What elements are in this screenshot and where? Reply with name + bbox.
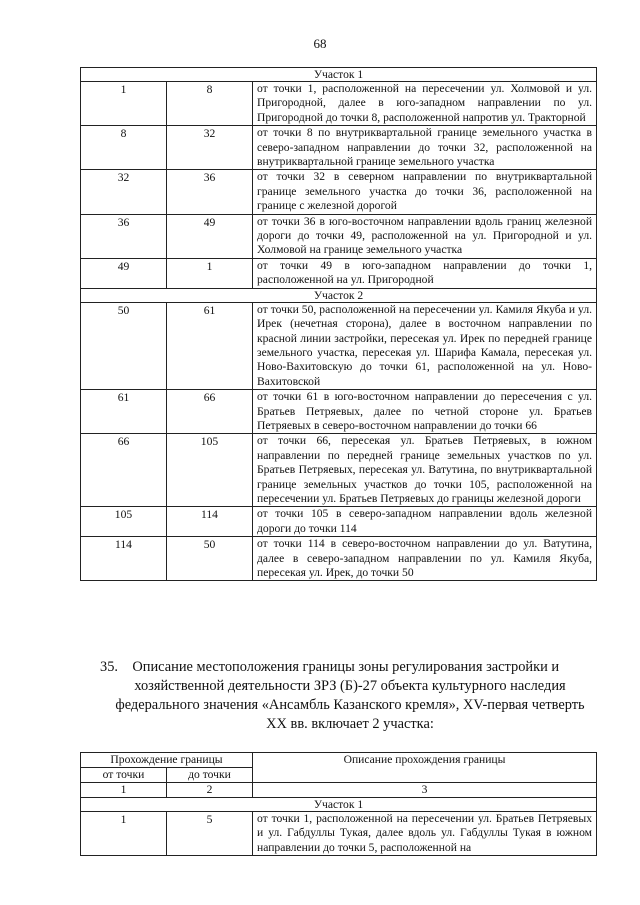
column-number-1: 1	[81, 783, 167, 798]
to-point: 8	[167, 82, 253, 126]
heading-line-1: Описание местоположения границы зоны регулирования застройки и	[132, 659, 560, 675]
heading-line-2: хозяйственной деятельности ЗРЗ (Б)-27 объекта культурного наследия	[134, 678, 566, 694]
page-number: 68	[313, 36, 327, 51]
from-point: 50	[81, 302, 167, 389]
table-row	[81, 434, 597, 507]
to-point: 105	[167, 434, 253, 507]
table-row	[81, 390, 597, 434]
from-point: 1	[81, 82, 167, 126]
section-heading	[100, 658, 600, 734]
heading-line-4: XX вв. включает 2 участка:	[266, 716, 434, 732]
header-to: до точки	[167, 768, 253, 783]
from-point: 36	[81, 214, 167, 258]
section-title: Участок 1	[81, 68, 597, 82]
to-point: 49	[167, 214, 253, 258]
section-row	[81, 798, 597, 812]
table-row	[81, 126, 597, 170]
table-row	[81, 258, 597, 288]
header-passage: Прохождение границы	[81, 753, 253, 768]
from-point: 49	[81, 258, 167, 288]
from-point: 1	[81, 812, 167, 856]
from-point: 32	[81, 170, 167, 214]
row-description: от точки 1, расположенной на пересечении ул. Холмовой и ул. Пригородной, далее в юго-западном направлении по ул. Пригородной до точки 8, расположенной напротив ул. Тракторной	[253, 82, 597, 126]
section-title: Участок 1	[81, 798, 597, 812]
to-point: 36	[167, 170, 253, 214]
to-point: 1	[167, 258, 253, 288]
table-row	[81, 537, 597, 581]
row-description: от точки 66, пересекая ул. Братьев Петряевых, в южном направлении по передней границе земельных участков по ул. Братьев Петряевых, пересекая ул. Ватутина, по внутриквартальной границе земельных участков до точки 105, расположенной на пересечении ул. Братьев Петряевых до границы железной дороги	[253, 434, 597, 507]
row-description: от точки 114 в северо-восточном направлении до ул. Ватутина, далее в северо-западном направлении по ул. Камиля Якуба, пересекая ул. Ирек, до точки 50	[253, 537, 597, 581]
column-number-3: 3	[253, 783, 597, 798]
table-row	[81, 507, 597, 537]
row-description: от точки 50, расположенной на пересечении ул. Камиля Якуба и ул. Ирек (нечетная сторона), далее в восточном направлении по красной линии застройки, пересекая ул. Ирек по передней границе земельного участка, пересекая ул. Шарифа Камала, пересекая ул. Ново-Вахитовскую до точки 61, расположенной на ул. Ново-Вахитовской	[253, 302, 597, 389]
heading-line-3: федерального значения «Ансамбль Казанского кремля», XV-первая четверть	[115, 697, 585, 713]
boundary-table-2	[80, 752, 597, 856]
header-description: Описание прохождения границы	[253, 753, 597, 783]
column-number-2: 2	[167, 783, 253, 798]
from-point: 61	[81, 390, 167, 434]
column-number-row	[81, 783, 597, 798]
to-point: 32	[167, 126, 253, 170]
table-row	[81, 302, 597, 389]
to-point: 114	[167, 507, 253, 537]
to-point: 50	[167, 537, 253, 581]
row-description: от точки 36 в юго-восточном направлении вдоль границ железной дороги до точки 49, расположенной на ул. Пригородной и ул. Холмовой на границе земельного участка	[253, 214, 597, 258]
table-row	[81, 214, 597, 258]
table-row	[81, 170, 597, 214]
boundary-table-1	[80, 67, 597, 581]
to-point: 5	[167, 812, 253, 856]
row-description: от точки 1, расположенной на пересечении ул. Братьев Петряевых и ул. Габдуллы Тукая, далее вдоль ул. Габдуллы Тукая в южном направлении до точки 5, расположенной на	[253, 812, 597, 856]
from-point: 105	[81, 507, 167, 537]
row-description: от точки 32 в северном направлении по внутриквартальной границе земельного участка до точки 36, расположенной на границе с железной дорогой	[253, 170, 597, 214]
from-point: 66	[81, 434, 167, 507]
table-row	[81, 812, 597, 856]
row-description: от точки 61 в юго-восточном направлении до пересечения с ул. Братьев Петряевых, далее по четной стороне ул. Братьев Петряевых в северо-восточном направлении до точки 66	[253, 390, 597, 434]
row-description: от точки 49 в юго-западном направлении до точки 1, расположенной на ул. Пригородной	[253, 258, 597, 288]
to-point: 66	[167, 390, 253, 434]
to-point: 61	[167, 302, 253, 389]
section-title: Участок 2	[81, 288, 597, 302]
section-row	[81, 68, 597, 82]
heading-number: 35.	[100, 659, 118, 675]
row-description: от точки 105 в северо-западном направлении вдоль железной дороги до точки 114	[253, 507, 597, 537]
header-from: от точки	[81, 768, 167, 783]
section-row	[81, 288, 597, 302]
from-point: 8	[81, 126, 167, 170]
from-point: 114	[81, 537, 167, 581]
row-description: от точки 8 по внутриквартальной границе земельного участка в северо-западном направлении до точки 32, расположенной на внутриквартальной границе земельного участка	[253, 126, 597, 170]
header-row	[81, 753, 597, 768]
table-row	[81, 82, 597, 126]
